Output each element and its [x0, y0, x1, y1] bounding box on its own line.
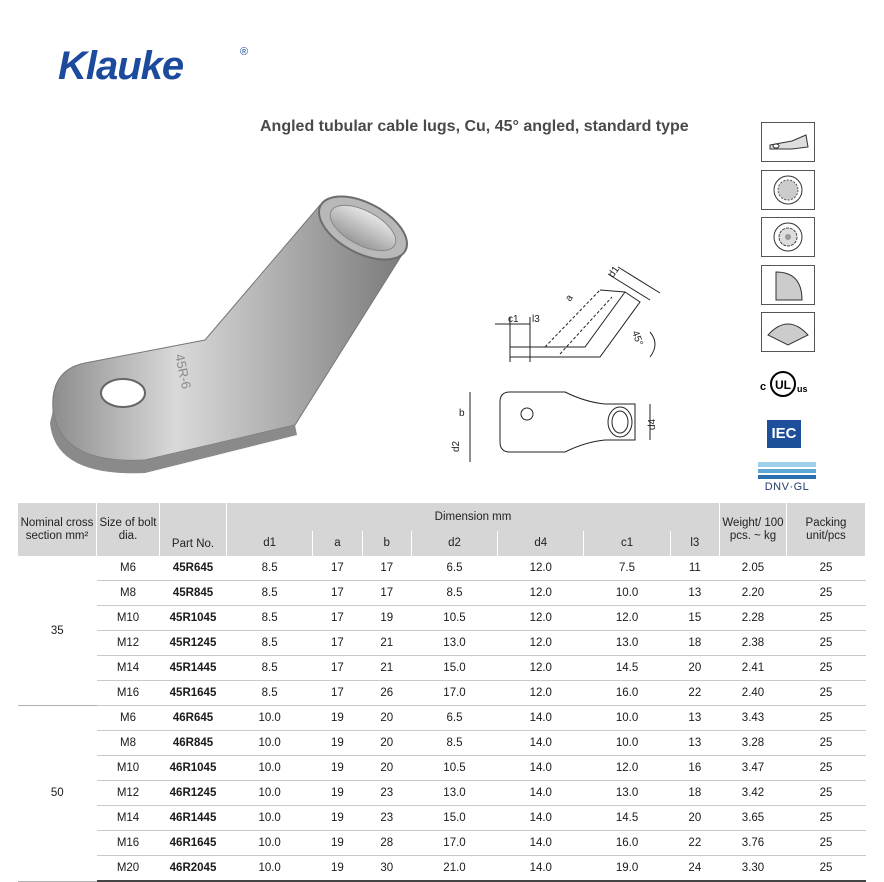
- l3-cell: 20: [670, 656, 719, 681]
- b-cell: 21: [362, 656, 411, 681]
- weight-cell: 3.65: [720, 806, 787, 831]
- d2-cell: 10.5: [411, 606, 497, 631]
- bolt-size-cell: M6: [97, 706, 160, 731]
- table-row: [18, 731, 866, 756]
- c1-cell: 13.0: [584, 631, 670, 656]
- part-no-cell: 46R1245: [160, 781, 227, 806]
- cross-section-cell: 35: [18, 556, 97, 706]
- part-no-cell: 46R1045: [160, 756, 227, 781]
- header-c1: c1: [584, 531, 670, 556]
- svg-text:45R-6: 45R-6: [172, 352, 195, 391]
- c1-cell: 16.0: [584, 681, 670, 706]
- l3-cell: 16: [670, 756, 719, 781]
- klauke-logo: [58, 44, 249, 90]
- l3-cell: 13: [670, 581, 719, 606]
- b-cell: 17: [362, 556, 411, 581]
- d1-cell: 10.0: [227, 806, 313, 831]
- weight-cell: 2.28: [720, 606, 787, 631]
- table-row: [18, 856, 866, 882]
- header-d2: d2: [411, 531, 497, 556]
- b-cell: 21: [362, 631, 411, 656]
- d1-cell: 10.0: [227, 781, 313, 806]
- bolt-size-cell: M16: [97, 831, 160, 856]
- b-cell: 20: [362, 706, 411, 731]
- a-cell: 19: [313, 831, 362, 856]
- packing-cell: 25: [787, 831, 866, 856]
- table-row: [18, 706, 866, 731]
- packing-cell: 25: [787, 731, 866, 756]
- a-cell: 19: [313, 731, 362, 756]
- table-row: [18, 631, 866, 656]
- d2-cell: 6.5: [411, 556, 497, 581]
- table-row: [18, 656, 866, 681]
- c1-cell: 14.5: [584, 806, 670, 831]
- ul-c-text: c: [760, 381, 767, 393]
- packing-cell: 25: [787, 556, 866, 581]
- table-row: [18, 806, 866, 831]
- header-b: b: [362, 531, 411, 556]
- part-no-cell: 45R845: [160, 581, 227, 606]
- c1-cell: 10.0: [584, 706, 670, 731]
- header-d1: d1: [227, 531, 313, 556]
- table-row: [18, 831, 866, 856]
- product-table: [18, 503, 866, 882]
- part-no-cell: 45R1645: [160, 681, 227, 706]
- label-angle: 45°: [629, 329, 645, 348]
- d1-cell: 8.5: [227, 681, 313, 706]
- part-no-cell: 45R645: [160, 556, 227, 581]
- product-photo: [45, 195, 425, 485]
- d1-cell: 8.5: [227, 631, 313, 656]
- bolt-size-cell: M20: [97, 856, 160, 882]
- d2-cell: 8.5: [411, 731, 497, 756]
- part-no-cell: 45R1045: [160, 606, 227, 631]
- page-title: Angled tubular cable lugs, Cu, 45° angled, standard type: [260, 118, 689, 135]
- d1-cell: 8.5: [227, 556, 313, 581]
- bolt-size-cell: M10: [97, 606, 160, 631]
- d4-cell: 14.0: [498, 756, 584, 781]
- d4-cell: 14.0: [498, 731, 584, 756]
- packing-cell: 25: [787, 781, 866, 806]
- label-d2: d2: [451, 440, 462, 452]
- b-cell: 23: [362, 806, 411, 831]
- d1-cell: 10.0: [227, 856, 313, 882]
- part-no-cell: 46R645: [160, 706, 227, 731]
- label-b: b: [459, 408, 465, 419]
- header-l3: l3: [670, 531, 719, 556]
- table-row: [18, 556, 866, 581]
- d2-cell: 17.0: [411, 831, 497, 856]
- l3-cell: 13: [670, 706, 719, 731]
- weight-cell: 3.43: [720, 706, 787, 731]
- d2-cell: 15.0: [411, 656, 497, 681]
- b-cell: 17: [362, 581, 411, 606]
- l3-cell: 22: [670, 681, 719, 706]
- d2-cell: 21.0: [411, 856, 497, 882]
- weight-cell: 2.40: [720, 681, 787, 706]
- ul-listed-mark: [757, 370, 817, 403]
- weight-cell: 3.76: [720, 831, 787, 856]
- c1-cell: 16.0: [584, 831, 670, 856]
- weight-cell: 2.20: [720, 581, 787, 606]
- header-d4: d4: [498, 531, 584, 556]
- cable-lug-icon: [761, 122, 815, 162]
- l3-cell: 15: [670, 606, 719, 631]
- dnv-text: DNV·GL: [764, 481, 810, 493]
- top-view-drawing: [451, 382, 665, 462]
- label-a: a: [563, 292, 576, 304]
- a-cell: 17: [313, 606, 362, 631]
- part-no-cell: 45R1445: [160, 656, 227, 681]
- b-cell: 19: [362, 606, 411, 631]
- bolt-size-cell: M12: [97, 631, 160, 656]
- a-cell: 17: [313, 631, 362, 656]
- header-part-no: Part No.: [160, 503, 227, 556]
- b-cell: 23: [362, 781, 411, 806]
- packing-cell: 25: [787, 581, 866, 606]
- weight-cell: 3.47: [720, 756, 787, 781]
- c1-cell: 19.0: [584, 856, 670, 882]
- part-no-cell: 45R1245: [160, 631, 227, 656]
- b-cell: 20: [362, 731, 411, 756]
- c1-cell: 7.5: [584, 556, 670, 581]
- table-row: [18, 756, 866, 781]
- a-cell: 19: [313, 806, 362, 831]
- d4-cell: 12.0: [498, 606, 584, 631]
- dnv-stripe: [758, 469, 816, 473]
- b-cell: 28: [362, 831, 411, 856]
- l3-cell: 20: [670, 806, 719, 831]
- weight-cell: 3.28: [720, 731, 787, 756]
- c1-cell: 10.0: [584, 581, 670, 606]
- d2-cell: 17.0: [411, 681, 497, 706]
- label-c1: c1: [508, 314, 519, 325]
- table-body: [18, 556, 866, 881]
- d4-cell: 12.0: [498, 631, 584, 656]
- weight-cell: 2.38: [720, 631, 787, 656]
- header-nominal: Nominal cross section mm²: [18, 503, 97, 556]
- bolt-size-cell: M6: [97, 556, 160, 581]
- a-cell: 17: [313, 581, 362, 606]
- d2-cell: 13.0: [411, 781, 497, 806]
- a-cell: 19: [313, 781, 362, 806]
- weight-cell: 3.42: [720, 781, 787, 806]
- d1-cell: 8.5: [227, 606, 313, 631]
- d4-cell: 14.0: [498, 856, 584, 882]
- weight-cell: 2.41: [720, 656, 787, 681]
- table-row: [18, 781, 866, 806]
- weight-cell: 3.30: [720, 856, 787, 882]
- a-cell: 17: [313, 656, 362, 681]
- a-cell: 17: [313, 681, 362, 706]
- part-no-cell: 46R2045: [160, 856, 227, 882]
- bolt-size-cell: M14: [97, 656, 160, 681]
- label-d1: d1: [606, 264, 622, 280]
- dnv-stripe: [758, 462, 816, 467]
- iec-mark: IEC: [767, 420, 801, 448]
- registered-mark: ®: [240, 46, 249, 58]
- c1-cell: 12.0: [584, 606, 670, 631]
- c1-cell: 14.5: [584, 656, 670, 681]
- l3-cell: 22: [670, 831, 719, 856]
- ul-text: UL: [775, 378, 791, 392]
- part-no-cell: 46R1645: [160, 831, 227, 856]
- d2-cell: 13.0: [411, 631, 497, 656]
- d4-cell: 14.0: [498, 706, 584, 731]
- packing-cell: 25: [787, 806, 866, 831]
- d1-cell: 10.0: [227, 706, 313, 731]
- packing-cell: 25: [787, 631, 866, 656]
- bolt-size-cell: M8: [97, 731, 160, 756]
- packing-cell: 25: [787, 606, 866, 631]
- bolt-size-cell: M8: [97, 581, 160, 606]
- label-d4: d4: [647, 418, 658, 430]
- d2-cell: 8.5: [411, 581, 497, 606]
- l3-cell: 18: [670, 781, 719, 806]
- header-bolt-size: Size of bolt dia.: [97, 503, 160, 556]
- b-cell: 20: [362, 756, 411, 781]
- header-packing: Packing unit/pcs: [787, 503, 866, 556]
- a-cell: 19: [313, 856, 362, 882]
- d2-cell: 6.5: [411, 706, 497, 731]
- header-a: a: [313, 531, 362, 556]
- d4-cell: 14.0: [498, 806, 584, 831]
- dnv-gl-mark: [758, 462, 816, 493]
- table-row: [18, 681, 866, 706]
- c1-cell: 12.0: [584, 756, 670, 781]
- fine-stranded-conductor-icon: [761, 170, 815, 210]
- bolt-size-cell: M14: [97, 806, 160, 831]
- l3-cell: 13: [670, 731, 719, 756]
- d4-cell: 12.0: [498, 581, 584, 606]
- header-weight: Weight/ 100 pcs. ~ kg: [720, 503, 787, 556]
- weight-cell: 2.05: [720, 556, 787, 581]
- bolt-size-cell: M16: [97, 681, 160, 706]
- part-no-cell: 46R1445: [160, 806, 227, 831]
- d4-cell: 14.0: [498, 831, 584, 856]
- packing-cell: 25: [787, 706, 866, 731]
- packing-cell: 25: [787, 756, 866, 781]
- header-dimension: Dimension mm: [227, 503, 720, 531]
- bolt-size-cell: M12: [97, 781, 160, 806]
- c1-cell: 13.0: [584, 781, 670, 806]
- sector-conductor-icon: [761, 265, 815, 305]
- dnv-stripe: [758, 475, 816, 479]
- stranded-conductor-icon: [761, 217, 815, 257]
- d1-cell: 8.5: [227, 581, 313, 606]
- l3-cell: 18: [670, 631, 719, 656]
- a-cell: 19: [313, 706, 362, 731]
- a-cell: 19: [313, 756, 362, 781]
- table-row: [18, 606, 866, 631]
- table-row: [18, 581, 866, 606]
- label-l3: l3: [532, 314, 540, 325]
- b-cell: 26: [362, 681, 411, 706]
- d2-cell: 15.0: [411, 806, 497, 831]
- d1-cell: 10.0: [227, 731, 313, 756]
- sector-stranded-conductor-icon: [761, 312, 815, 352]
- c1-cell: 10.0: [584, 731, 670, 756]
- packing-cell: 25: [787, 681, 866, 706]
- d2-cell: 10.5: [411, 756, 497, 781]
- d1-cell: 10.0: [227, 756, 313, 781]
- a-cell: 17: [313, 556, 362, 581]
- part-no-cell: 46R845: [160, 731, 227, 756]
- d1-cell: 10.0: [227, 831, 313, 856]
- d1-cell: 8.5: [227, 656, 313, 681]
- cross-section-cell: 50: [18, 706, 97, 882]
- b-cell: 30: [362, 856, 411, 882]
- d4-cell: 14.0: [498, 781, 584, 806]
- d4-cell: 12.0: [498, 681, 584, 706]
- d4-cell: 12.0: [498, 556, 584, 581]
- side-view-drawing: [490, 262, 680, 372]
- packing-cell: 25: [787, 856, 866, 882]
- packing-cell: 25: [787, 656, 866, 681]
- logo-wordmark: Klauke: [58, 44, 184, 88]
- bolt-size-cell: M10: [97, 756, 160, 781]
- d4-cell: 12.0: [498, 656, 584, 681]
- ul-us-text: us: [797, 384, 808, 394]
- l3-cell: 24: [670, 856, 719, 882]
- l3-cell: 11: [670, 556, 719, 581]
